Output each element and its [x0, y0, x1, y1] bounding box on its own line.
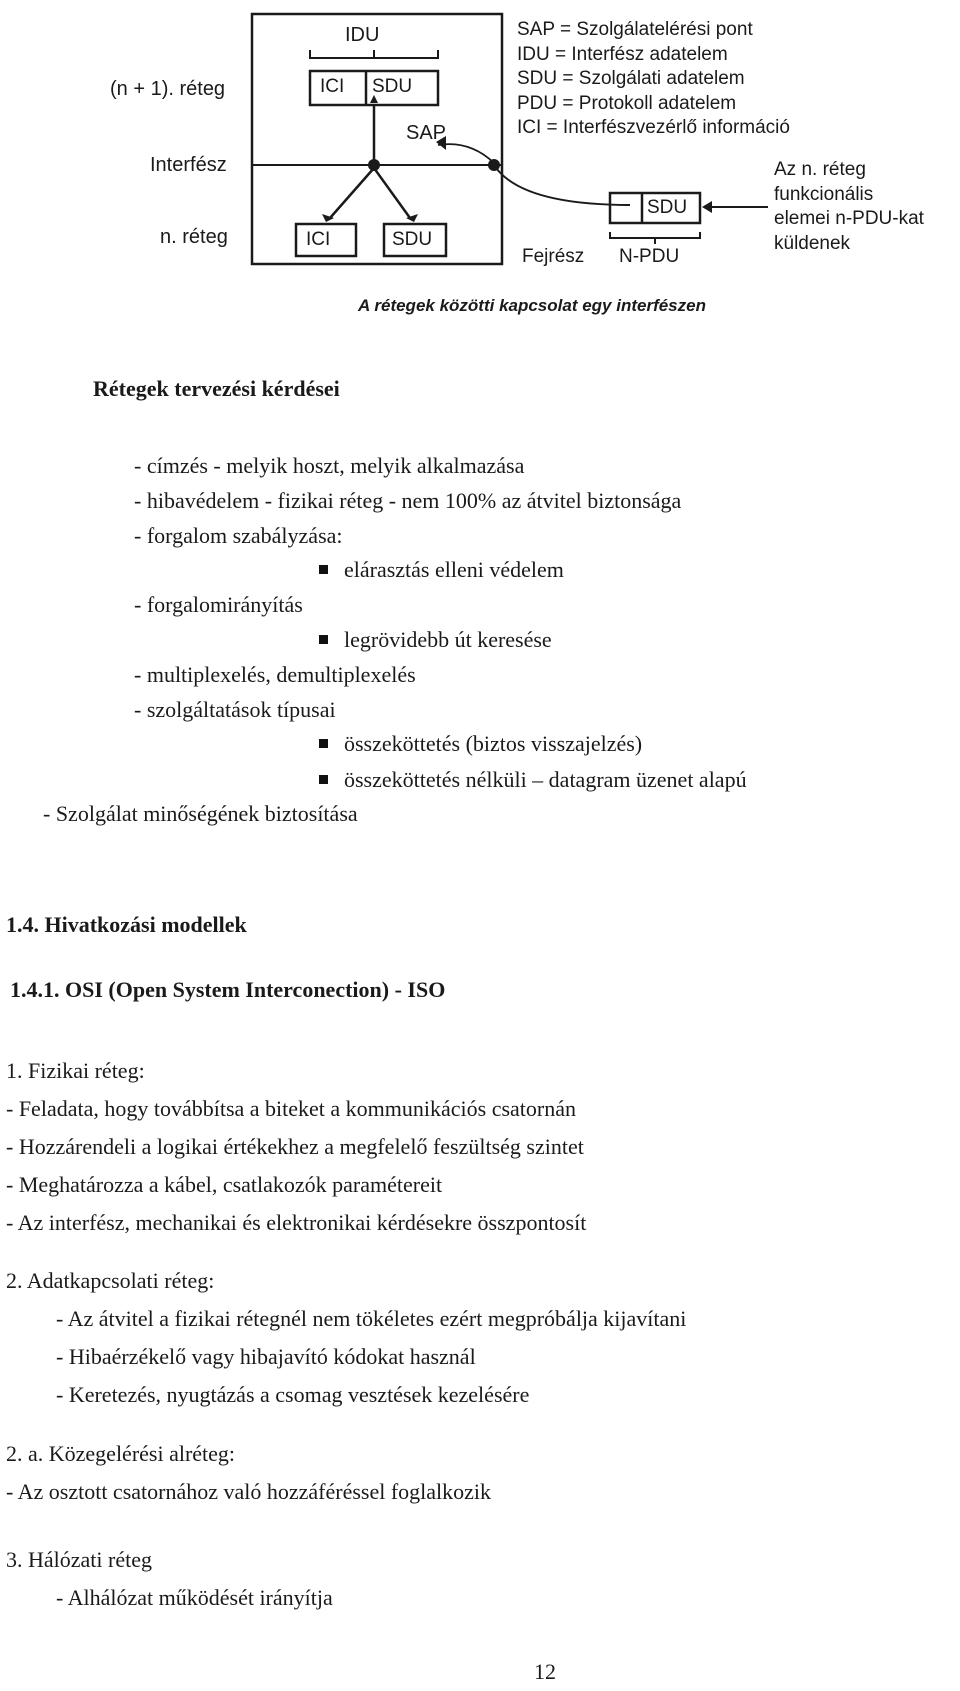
side-note-line: elemei n-PDU-kat	[774, 208, 924, 229]
subsection-title-osi: 1.4.1. OSI (Open System Interconection) - ISO	[10, 977, 446, 1002]
layer-2a-item: - Az osztott csatornához való hozzáféréssel foglalkozik	[6, 1479, 492, 1504]
legend-line: IDU = Interfész adatelem	[517, 43, 728, 65]
side-note-line: funkcionális	[774, 183, 874, 205]
legend	[517, 18, 790, 141]
page-number: 12	[534, 1659, 556, 1684]
square-bullet-icon	[319, 565, 328, 574]
lower-sdu-label: SDU	[392, 229, 433, 250]
sub-list-item-label: legrövidebb út keresése	[344, 627, 552, 652]
layer-2-item: - Hibaérzékelő vagy hibajavító kódokat használ	[56, 1344, 476, 1369]
layer-3-title: 3. Hálózati réteg	[6, 1547, 152, 1572]
sap-label: SAP	[406, 122, 447, 144]
header-label: Fejrész	[522, 246, 585, 267]
list-item: - forgalomirányítás	[134, 592, 303, 617]
upper-ici-label: ICI	[320, 76, 345, 97]
layer-1-item: - Meghatározza a kábel, csatlakozók paramétereit	[6, 1172, 443, 1197]
sub-list-item	[319, 767, 747, 793]
section-title-reference-models: 1.4. Hivatkozási modellek	[6, 912, 247, 937]
square-bullet-icon	[319, 635, 328, 644]
square-bullet-icon	[319, 775, 328, 784]
sub-list-item	[319, 557, 564, 583]
list-item: - Szolgálat minőségének biztosítása	[43, 801, 358, 826]
npdu-label: N-PDU	[619, 246, 680, 267]
interface-label: Interfész	[150, 154, 227, 176]
sub-list-item	[319, 627, 552, 653]
right-sdu-label: SDU	[647, 197, 688, 218]
idu-label: IDU	[345, 24, 380, 46]
sub-list-item-label: összeköttetés (biztos visszajelzés)	[344, 731, 643, 756]
list-item: - multiplexelés, demultiplexelés	[134, 662, 416, 687]
lower-ici-label: ICI	[306, 229, 331, 250]
sub-list-item-label: összeköttetés nélküli – datagram üzenet alapú	[344, 767, 747, 792]
side-note-line: Az n. réteg	[774, 159, 866, 180]
upper-sdu-label: SDU	[372, 76, 413, 97]
layer-1-item: - Feladata, hogy továbbítsa a biteket a kommunikációs csatornán	[6, 1096, 577, 1121]
square-bullet-icon	[319, 739, 328, 748]
list-item: - forgalom szabályzása:	[134, 523, 343, 548]
legend-line: ICI = Interfészvezérlő információ	[517, 117, 790, 138]
sub-list-item-label: elárasztás elleni védelem	[344, 557, 564, 582]
sap-dot-left	[368, 159, 380, 171]
section-title-design-issues: Rétegek tervezési kérdései	[93, 376, 340, 401]
legend-line: PDU = Protokoll adatelem	[517, 92, 737, 114]
legend-line: SAP = Szolgálatelérési pont	[517, 19, 753, 40]
upper-layer-label: (n + 1). réteg	[110, 78, 226, 100]
diagram-frame	[252, 14, 502, 264]
sub-list-item	[319, 731, 642, 757]
list-item: - hibavédelem - fizikai réteg - nem 100% az átvitel biztonsága	[134, 488, 682, 513]
layer-2-title: 2. Adatkapcsolati réteg:	[6, 1268, 215, 1293]
side-note	[774, 158, 924, 256]
figure-caption: A rétegek közötti kapcsolat egy interfészen	[358, 296, 706, 315]
layer-1-item: - Hozzárendeli a logikai értékekhez a megfelelő feszültség szintet	[6, 1134, 584, 1159]
layer-2a-title: 2. a. Közegelérési alréteg:	[6, 1441, 236, 1466]
side-note-line: küldenek	[774, 232, 851, 254]
layer-2-item: - Keretezés, nyugtázás a csomag vesztések kezelésére	[56, 1382, 530, 1407]
layer-3-item: - Alhálózat működését irányítja	[56, 1585, 333, 1610]
list-item: - szolgáltatások típusai	[134, 697, 336, 722]
legend-line: SDU = Szolgálati adatelem	[517, 68, 745, 89]
lower-layer-label: n. réteg	[160, 226, 228, 248]
list-item: - címzés - melyik hoszt, melyik alkalmazása	[134, 453, 525, 478]
layer-2-item: - Az átvitel a fizikai rétegnél nem tökéletes ezért megpróbálja kijavítani	[56, 1306, 687, 1331]
layer-1-item: - Az interfész, mechanikai és elektronikai kérdésekre összpontosít	[6, 1210, 587, 1235]
layer-1-title: 1. Fizikai réteg:	[6, 1058, 145, 1083]
sap-dot-right	[488, 159, 500, 171]
